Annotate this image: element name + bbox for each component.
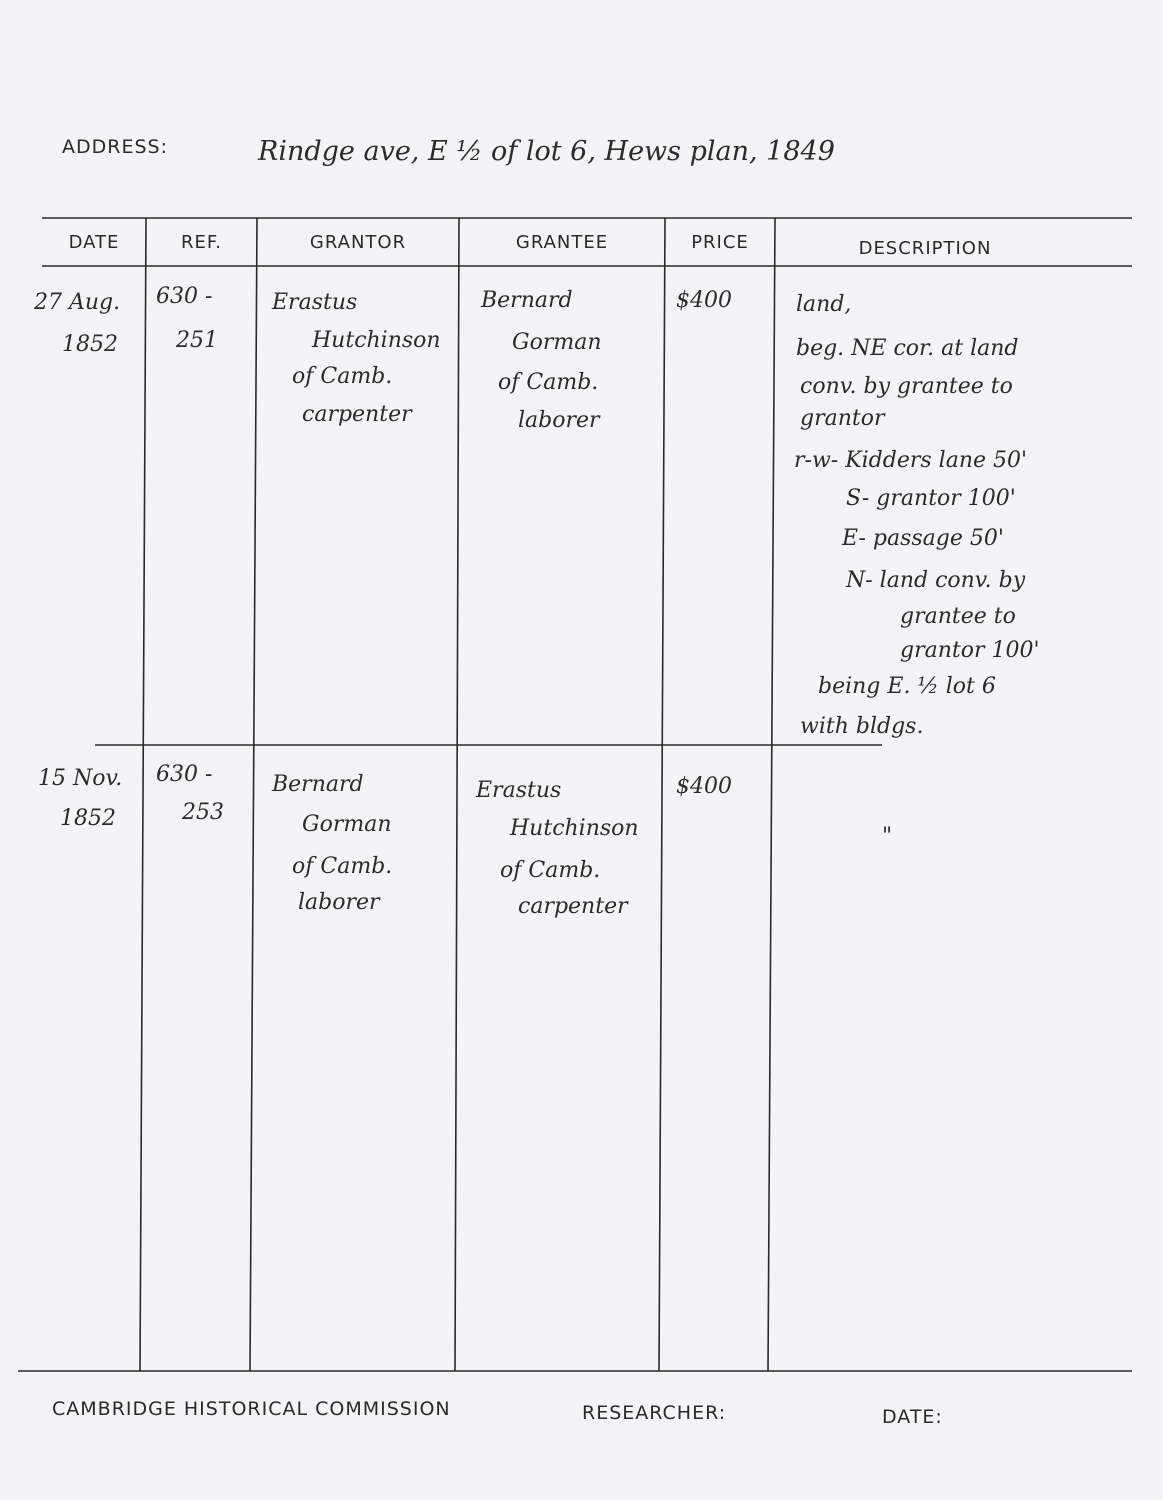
- footer-date-label: DATE:: [882, 1406, 943, 1428]
- row2-grantor-line4: laborer: [298, 890, 380, 915]
- address-value: Rindge ave, E ½ of lot 6, Hews plan, 1849: [258, 136, 835, 167]
- row1-ref-line2: 251: [176, 328, 218, 353]
- row1-price: $400: [676, 288, 732, 313]
- row2-grantor-line1: Bernard: [272, 772, 364, 797]
- row2-grantor-line3: of Camb.: [292, 854, 393, 879]
- row2-date-line1: 15 Nov.: [38, 766, 123, 791]
- footer-commission: CAMBRIDGE HISTORICAL COMMISSION: [52, 1398, 451, 1420]
- row1-grantee-line1: Bernard: [481, 288, 573, 313]
- row2-ref-line2: 253: [182, 800, 224, 825]
- row1-desc-line3: conv. by grantee to: [800, 374, 1013, 399]
- row1-ref-line1: 630 -: [156, 284, 213, 309]
- row1-grantee-line4: laborer: [518, 408, 600, 433]
- header-date: DATE: [68, 232, 120, 253]
- row1-desc-line12: with bldgs.: [800, 714, 924, 739]
- row1-grantor-line4: carpenter: [302, 402, 412, 427]
- row1-desc-line4: grantor: [800, 406, 885, 431]
- row1-desc-line7: E- passage 50': [842, 526, 1004, 551]
- row1-date-line2: 1852: [62, 332, 118, 357]
- row2-price: $400: [676, 774, 732, 799]
- header-grantee: GRANTEE: [515, 232, 609, 253]
- row1-desc-line10: grantor 100': [900, 638, 1040, 663]
- header-grantor: GRANTOR: [309, 232, 407, 253]
- row1-grantor-line2: Hutchinson: [312, 328, 441, 353]
- row1-grantee-line2: Gorman: [512, 330, 602, 355]
- row1-grantor-line1: Erastus: [272, 290, 358, 315]
- row2-desc-ditto: ": [882, 824, 893, 849]
- row2-grantee-line1: Erastus: [476, 778, 562, 803]
- header-ref: REF.: [180, 232, 223, 253]
- row1-grantor-line3: of Camb.: [292, 364, 393, 389]
- row1-desc-line9: grantee to: [900, 604, 1016, 629]
- address-label: ADDRESS:: [62, 136, 168, 158]
- row1-grantee-line3: of Camb.: [498, 370, 599, 395]
- footer-researcher-label: RESEARCHER:: [582, 1402, 727, 1424]
- row2-grantee-line3: of Camb.: [500, 858, 601, 883]
- row1-desc-line11: being E. ½ lot 6: [818, 674, 996, 699]
- header-description: DESCRIPTION: [858, 238, 992, 259]
- row2-grantor-line2: Gorman: [302, 812, 392, 837]
- row2-ref-line1: 630 -: [156, 762, 213, 787]
- row1-desc-line2: beg. NE cor. at land: [796, 336, 1019, 361]
- row1-date-line1: 27 Aug.: [34, 290, 121, 315]
- row2-date-line2: 1852: [60, 806, 116, 831]
- row1-desc-line5: r-w- Kidders lane 50': [794, 448, 1028, 473]
- row2-grantee-line4: carpenter: [518, 894, 628, 919]
- row1-desc-line6: S- grantor 100': [846, 486, 1016, 511]
- row1-desc-line8: N- land conv. by: [846, 568, 1026, 593]
- header-price: PRICE: [691, 232, 749, 253]
- row2-grantee-line2: Hutchinson: [510, 816, 639, 841]
- row1-desc-line1: land,: [796, 292, 852, 317]
